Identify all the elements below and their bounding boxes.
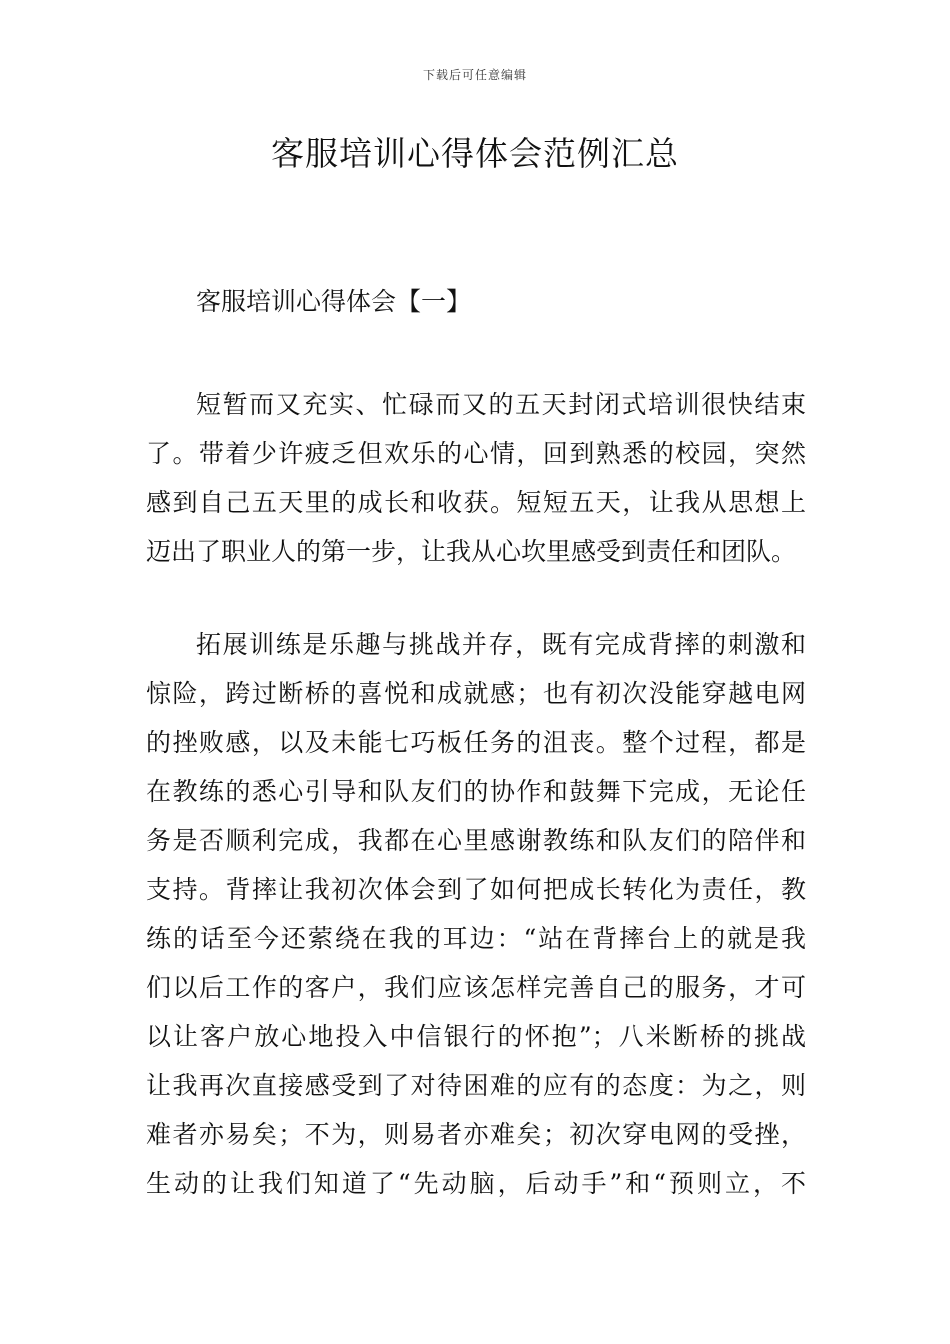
paragraph-line: 的挫败感，以及未能七巧板任务的沮丧。整个过程，都是 — [146, 728, 806, 757]
paragraph-2 — [146, 620, 806, 1208]
paragraph-line: 以让客户放心地投入中信银行的怀抱”；八米断桥的挑战 — [146, 1022, 806, 1051]
paragraph-line: 务是否顺利完成，我都在心里感谢教练和队友们的陪伴和 — [146, 826, 806, 855]
paragraph-1 — [146, 380, 806, 576]
paragraph-line: 在教练的悉心引导和队友们的协作和鼓舞下完成，无论任 — [146, 777, 806, 806]
paragraph-line: 支持。背摔让我初次体会到了如何把成长转化为责任，教 — [146, 875, 806, 904]
paragraph-line: 们以后工作的客户，我们应该怎样完善自己的服务，才可 — [146, 973, 806, 1002]
paragraph-line: 了。带着少许疲乏但欢乐的心情，回到熟悉的校园，突然 — [146, 439, 806, 468]
paragraph-line: 生动的让我们知道了“先动脑，后动手”和“预则立，不 — [146, 1169, 806, 1198]
paragraph-line: 拓展训练是乐趣与挑战并存，既有完成背摔的刺激和 — [196, 630, 806, 659]
paragraph-line: 练的话至今还萦绕在我的耳边：“站在背摔台上的就是我 — [146, 924, 806, 953]
section-heading: 客服培训心得体会【一】 — [196, 287, 472, 316]
header-note: 下载后可任意编辑 — [422, 68, 527, 82]
paragraph-line: 迈出了职业人的第一步，让我从心坎里感受到责任和团队。 — [146, 537, 797, 566]
paragraph-line: 感到自己五天里的成长和收获。短短五天，让我从思想上 — [146, 488, 806, 517]
paragraph-line: 短暂而又充实、忙碌而又的五天封闭式培训很快结束 — [196, 390, 806, 419]
paragraph-line: 让我再次直接感受到了对待困难的应有的态度：为之，则 — [146, 1071, 806, 1100]
paragraph-line: 惊险，跨过断桥的喜悦和成就感；也有初次没能穿越电网 — [146, 679, 806, 708]
document-title: 客服培训心得体会范例汇总 — [271, 134, 679, 173]
paragraph-line: 难者亦易矣；不为，则易者亦难矣；初次穿电网的受挫， — [146, 1120, 806, 1149]
